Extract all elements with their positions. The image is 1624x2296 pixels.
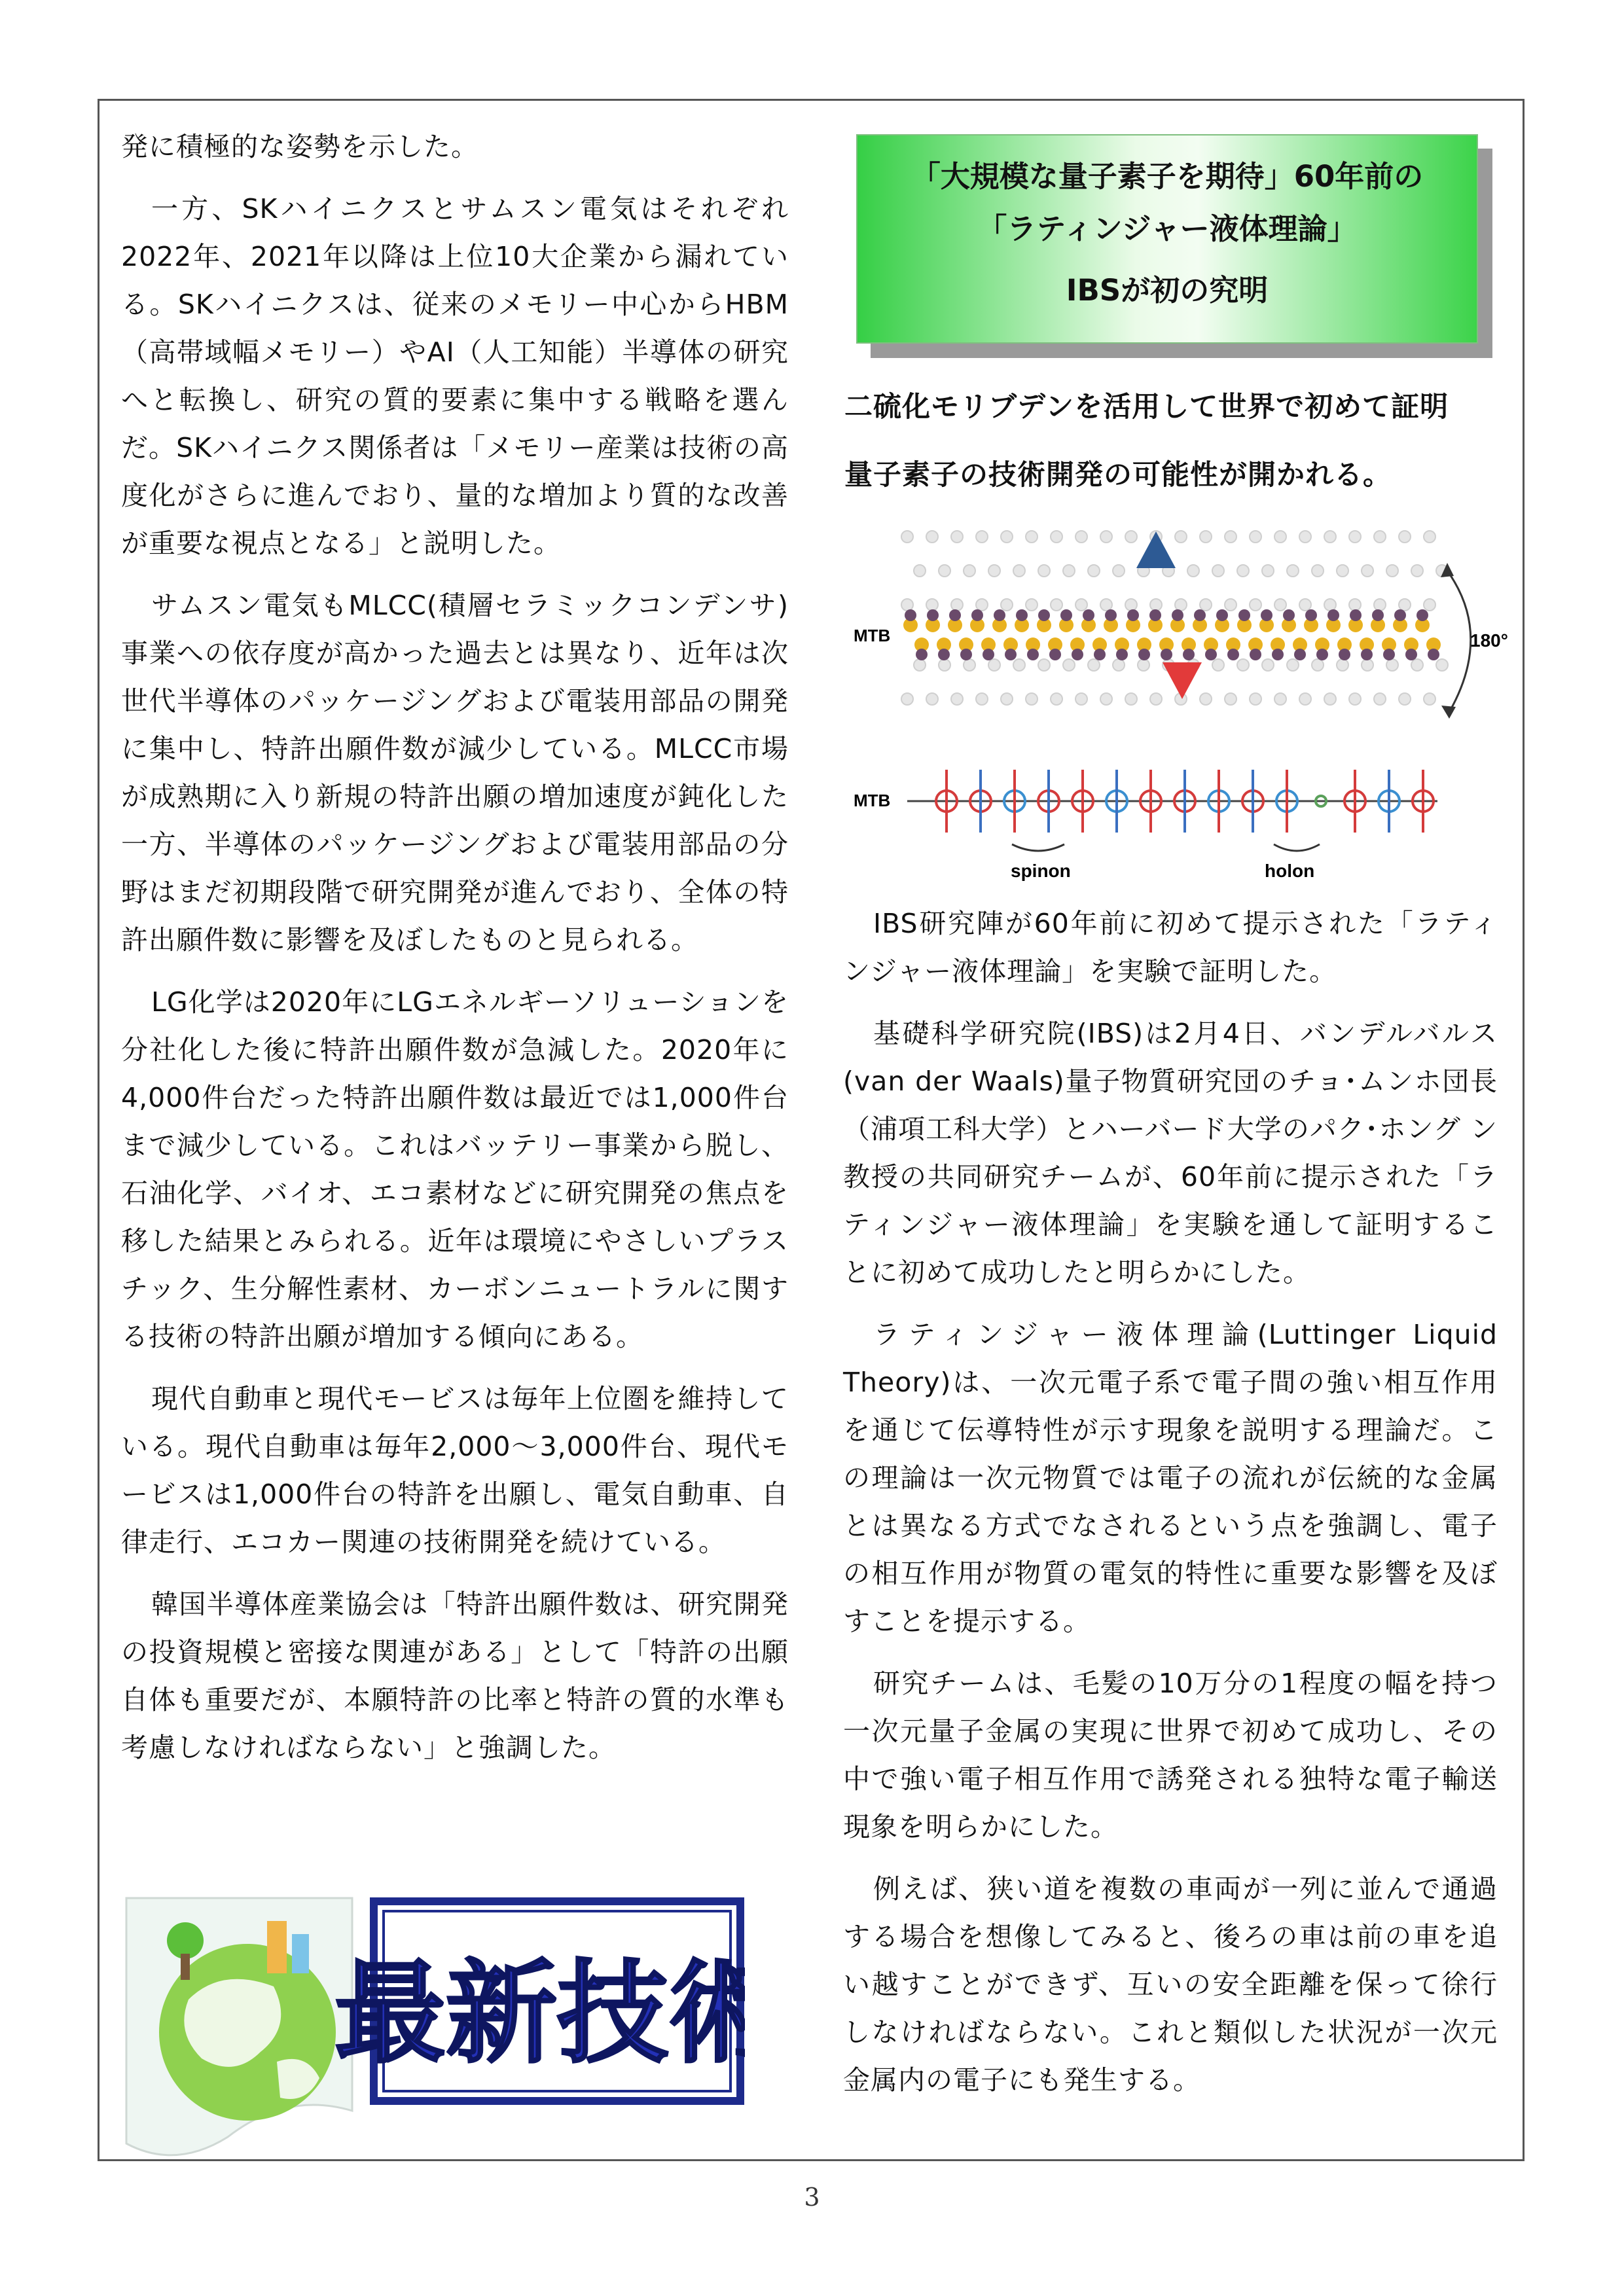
chain-atom: [1205, 649, 1217, 660]
paragraph: 例えば、狭い道を複数の車両が一列に並んで通過する場合を想像してみると、後ろの車は前の車を追い越すことができず、互いの安全距離を保って徐行しなければならない。これと類似した状況が一次元金属内の電子にも発生する。: [843, 1873, 1498, 2096]
lattice-atom: [1100, 693, 1112, 705]
lattice-atom: [1138, 659, 1149, 671]
lattice-atom: [964, 565, 975, 577]
spinon-bracket: [1012, 844, 1064, 851]
lattice-atom: [1125, 693, 1137, 705]
lattice-atom: [1324, 531, 1336, 543]
chain-atom: [1127, 609, 1139, 621]
chain-atom: [938, 649, 950, 660]
lattice-atom: [964, 659, 975, 671]
chain-atom: [1372, 609, 1384, 621]
chain-atom: [1261, 609, 1272, 621]
lattice-atom: [1125, 599, 1137, 611]
chain-atom: [905, 609, 916, 621]
lattice-atom: [1088, 659, 1100, 671]
mtb-diagram: [848, 524, 1513, 882]
lattice-atom: [1250, 599, 1261, 611]
lattice-atom: [1075, 531, 1087, 543]
lattice-atom: [1051, 693, 1062, 705]
lattice-atom: [1436, 659, 1448, 671]
chain-atom: [971, 609, 983, 621]
chain-atom: [1183, 649, 1195, 660]
holon-label: holon: [1265, 861, 1315, 881]
lattice-atom: [1113, 659, 1125, 671]
lattice-atom: [901, 693, 913, 705]
paragraph: 韓国半導体産業協会は「特許出願件数は、研究開発の投資規模と密接な関連がある」として「特許の出願自体も重要だが、本願特許の比率と特許の質的水準も考慮しなければならない」と強調した。: [121, 1588, 789, 1763]
angle-label: 180°: [1470, 630, 1508, 651]
chain-atom: [927, 609, 939, 621]
lattice-atom: [1075, 599, 1087, 611]
chain-atom: [960, 649, 972, 660]
lattice-atom: [1274, 531, 1286, 543]
lattice-atom: [1187, 565, 1199, 577]
lattice-atom: [1212, 659, 1224, 671]
lattice-atom: [1411, 565, 1423, 577]
lattice-atom: [1374, 693, 1386, 705]
down-triangle-icon: [1163, 662, 1202, 699]
chain-atom: [1405, 649, 1417, 660]
mtb-figure: [848, 524, 1513, 882]
lattice-atom: [1026, 693, 1038, 705]
lattice-atom: [901, 531, 913, 543]
chain-atom: [1216, 609, 1228, 621]
chain-atom: [1105, 609, 1117, 621]
chain-atom: [1316, 649, 1328, 660]
lattice-atom: [901, 599, 913, 611]
building-icon: [267, 1921, 287, 1973]
chain-atom: [1049, 649, 1061, 660]
lattice-atom: [1113, 565, 1125, 577]
chain-atom: [1350, 609, 1362, 621]
lattice-atom: [914, 565, 926, 577]
lattice-atom: [1026, 599, 1038, 611]
lattice-atom: [1349, 531, 1361, 543]
chain-atom: [1272, 649, 1284, 660]
lattice-atom: [1237, 659, 1249, 671]
paragraph: サムスン電気もMLCC(積層セラミックコンデンサ)事業への依存度が高かった過去とは異なり、近年は次世代半導体のパッケージングおよび電装用部品の開発に集中し、特許出願件数が減少している。MLCC市場が成熟期に入り新規の特許出願の増加速度が鈍化した一方、半導体のパッケージングおよび電装用部品の分野はまだ初期段階で研究開発が進んでおり、全体の特許出願件数に影響を及ぼしたものと見られる。: [121, 590, 789, 956]
lattice-atom: [1374, 599, 1386, 611]
lattice-atom: [1411, 659, 1423, 671]
chain-atom: [1083, 609, 1094, 621]
lattice-atom: [951, 599, 963, 611]
lattice-atom: [1200, 693, 1212, 705]
article-title-box: [856, 134, 1478, 344]
lattice-atom: [1374, 531, 1386, 543]
lattice-atom: [1299, 531, 1311, 543]
logo-text: 最新技術: [334, 1949, 745, 2079]
chain-atom: [994, 609, 1005, 621]
chain-atom: [1327, 609, 1339, 621]
lattice-atom: [1001, 599, 1013, 611]
chain-atom: [1227, 649, 1239, 660]
lattice-atom: [1324, 599, 1336, 611]
lattice-atom: [1150, 693, 1162, 705]
lattice-atom: [1386, 659, 1398, 671]
lattice-atom: [1337, 659, 1348, 671]
chain-atom: [1305, 609, 1317, 621]
up-triangle-icon: [1136, 531, 1176, 568]
lattice-atom: [951, 693, 963, 705]
lattice-atom: [1362, 565, 1373, 577]
lattice-atom: [1250, 693, 1261, 705]
lattice-atom: [1088, 565, 1100, 577]
lattice-atom: [1001, 531, 1013, 543]
building-icon-2: [292, 1934, 309, 1973]
chain-atom: [1072, 649, 1083, 660]
lattice-atom: [1324, 693, 1336, 705]
paragraph: 基礎科学研究院(IBS)は2月4日、バンデルバルス(van der Waals)量子物質研究団のチョ･ムンホ団長（浦項工科大学）とハーバード大学のパク･ホング ン教授の共同研究チームが、60年前に提示された「ラティンジャー液体理論」を実験を通して証明することに初めて成功したと明らかにした。: [843, 1018, 1498, 1288]
lattice-atom: [988, 659, 1000, 671]
tree-trunk: [181, 1954, 190, 1980]
lattice-atom: [976, 599, 988, 611]
paragraph: LG化学は2020年にLGエネルギーソリューションを分社化した後に特許出願件数が急減した。2020年に4,000件台だった特許出願件数は最近では1,000件台まで減少している。これはバッテリー事業から脱し、石油化学、バイオ、エコ素材などに研究開発の焦点を移した結果とみられる。近年は環境にやさしいプラスチック、生分解性素材、カーボンニュートラルに関する技術の特許出願が増加する傾向にある。: [121, 986, 789, 1352]
subheading-1: 二硫化モリブデンを活用して世界で初めて証明: [844, 391, 1449, 423]
title-line-2: 「ラティンジャー液体理論」: [977, 211, 1357, 246]
chain-atom: [1250, 649, 1261, 660]
lattice-atom: [1362, 659, 1373, 671]
lattice-atom: [976, 531, 988, 543]
chain-atom: [1394, 609, 1406, 621]
chain-atom: [1038, 609, 1050, 621]
lattice-atom: [1225, 599, 1236, 611]
chain-atom: [1138, 649, 1150, 660]
mtb-label-top: MTB: [854, 626, 891, 645]
chain-atom: [1149, 609, 1161, 621]
lattice-atom: [1349, 599, 1361, 611]
chain-atom: [1005, 649, 1017, 660]
lattice-atom: [1312, 565, 1324, 577]
lattice-atom: [1274, 599, 1286, 611]
lattice-atom: [1424, 693, 1435, 705]
chain-atom: [1361, 649, 1373, 660]
latest-tech-logo: [123, 1895, 745, 2163]
lattice-atom: [1262, 565, 1274, 577]
mtb-label-bottom: MTB: [854, 791, 891, 810]
rotation-arc: [1447, 571, 1471, 712]
lattice-atom: [1225, 531, 1236, 543]
lattice-atom: [1250, 531, 1261, 543]
tree-icon: [167, 1922, 204, 1959]
chain-atom: [1238, 609, 1250, 621]
lattice-atom: [1424, 531, 1435, 543]
spinon-label: spinon: [1011, 861, 1071, 881]
chain-atom: [1161, 649, 1172, 660]
chain-atom: [1116, 649, 1128, 660]
chain-atom: [916, 649, 928, 660]
mtb-chain: [903, 609, 1441, 660]
lattice-atom: [1075, 693, 1087, 705]
lattice-atom: [1212, 565, 1224, 577]
lattice-atom: [926, 599, 938, 611]
lattice-atom: [1150, 599, 1162, 611]
title-line-1: 「大規模な量子素子を期待」60年前の: [911, 159, 1424, 194]
lattice-atom: [1399, 599, 1411, 611]
chain-atom: [1428, 649, 1439, 660]
lattice-atom: [1001, 693, 1013, 705]
lattice-atom: [939, 659, 950, 671]
lattice-atom: [1100, 531, 1112, 543]
lattice-atom: [926, 693, 938, 705]
lattice-atom: [1200, 599, 1212, 611]
logo-graphic: [123, 1895, 745, 2163]
lattice-atom: [1337, 565, 1348, 577]
lattice-atom: [1100, 599, 1112, 611]
paragraph: 現代自動車と現代モービスは毎年上位圏を維持している。現代自動車は毎年2,000～3,000件台、現代モービスは1,000件台の特許を出願し、電気自動車、自律走行、エコカー関連の技術開発を続けている。: [121, 1383, 789, 1558]
lattice-atom: [1399, 531, 1411, 543]
chain-atom: [1172, 609, 1183, 621]
lattice-atom: [1063, 565, 1075, 577]
chain-atom: [1339, 649, 1350, 660]
chain-atom: [1283, 609, 1295, 621]
chain-atom: [1027, 649, 1039, 660]
lattice-atom: [1262, 659, 1274, 671]
chain-atom: [1194, 609, 1206, 621]
lattice-atom: [1175, 599, 1187, 611]
chain-atom: [1016, 609, 1028, 621]
lattice-atom: [1225, 693, 1236, 705]
lattice-atom: [1237, 565, 1249, 577]
lattice-atom: [939, 565, 950, 577]
lattice-atom: [1399, 693, 1411, 705]
paragraph: 研究チームは、毛髪の10万分の1程度の幅を持つ一次元量子金属の実現に世界で初めて成功し、その中で強い電子相互作用で誘発される独特な電子輸送現象を明らかにした。: [843, 1668, 1498, 1842]
arc-arrow-bottom-icon: [1441, 706, 1456, 719]
page-number: 3: [804, 2183, 820, 2212]
lattice-atom: [988, 565, 1000, 577]
chain-atom: [983, 649, 994, 660]
lattice-atom: [1026, 531, 1038, 543]
right-column: [843, 900, 1498, 2119]
lattice-atom: [1063, 659, 1075, 671]
lattice-atom: [951, 531, 963, 543]
title-line-3: IBSが初の究明: [1066, 273, 1269, 308]
lattice-atom: [1125, 531, 1137, 543]
lattice-atom: [1200, 531, 1212, 543]
subheading-2: 量子素子の技術開発の可能性が開かれる。: [844, 459, 1392, 492]
paragraph: IBS研究陣が60年前に初めて提示された「ラティンジャー液体理論」を実験で証明した。: [843, 908, 1498, 987]
paragraph: 発に積極的な姿勢を示した。: [121, 131, 478, 162]
chain-atom: [1060, 609, 1072, 621]
chain-atom: [1416, 609, 1428, 621]
lattice-atom: [1013, 659, 1025, 671]
lattice-atom: [1386, 565, 1398, 577]
lattice-atom: [1349, 693, 1361, 705]
chain-atom: [1294, 649, 1306, 660]
holon-bracket: [1274, 844, 1320, 851]
lattice-atom: [1287, 565, 1299, 577]
chain-atom: [1094, 649, 1106, 660]
lattice-atom: [1299, 599, 1311, 611]
lattice-atom: [976, 693, 988, 705]
lattice-atom: [1287, 659, 1299, 671]
lattice-atom: [1312, 659, 1324, 671]
lattice-atom: [1051, 599, 1062, 611]
lattice-atom: [1013, 565, 1025, 577]
lattice-atom: [1051, 531, 1062, 543]
chain-atom: [949, 609, 961, 621]
lattice-atom: [1175, 531, 1187, 543]
lattice-atom: [926, 531, 938, 543]
chain-atom: [1383, 649, 1395, 660]
lattice-atom: [914, 659, 926, 671]
lattice-atom: [1038, 565, 1050, 577]
paragraph: 一方、SKハイニクスとサムスン電気はそれぞれ2022年、2021年以降は上位10大企業から漏れている。SKハイニクスは、従来のメモリー中心からHBM（高帯域幅メモリー）やAI（人工知能）半導体の研究へと転換し、研究の質的要素に集中する戦略を選んだ。SKハイニクス関係者は「メモリー産業は技術の高度化がさらに進んでおり、量的な増加より質的な改善が重要な視点となる」と説明した。: [121, 193, 789, 559]
lattice-atom: [1038, 659, 1050, 671]
lattice-atom: [1424, 599, 1435, 611]
lattice-atom: [1299, 693, 1311, 705]
paragraph: ラティンジャー液体理論(Luttinger Liquid Theory)は、一次元電子系で電子間の強い相互作用を通じて伝導特性が示す現象を説明する理論だ。この理論は一次元物質では電子の流れが伝統的な金属とは異なる方式でなされるという点を強調し、電子の相互作用が物質の電気的特性に重要な影響を及ぼすことを提示する。: [843, 1319, 1498, 1637]
left-column: [121, 123, 789, 1786]
lattice-atom: [1274, 693, 1286, 705]
